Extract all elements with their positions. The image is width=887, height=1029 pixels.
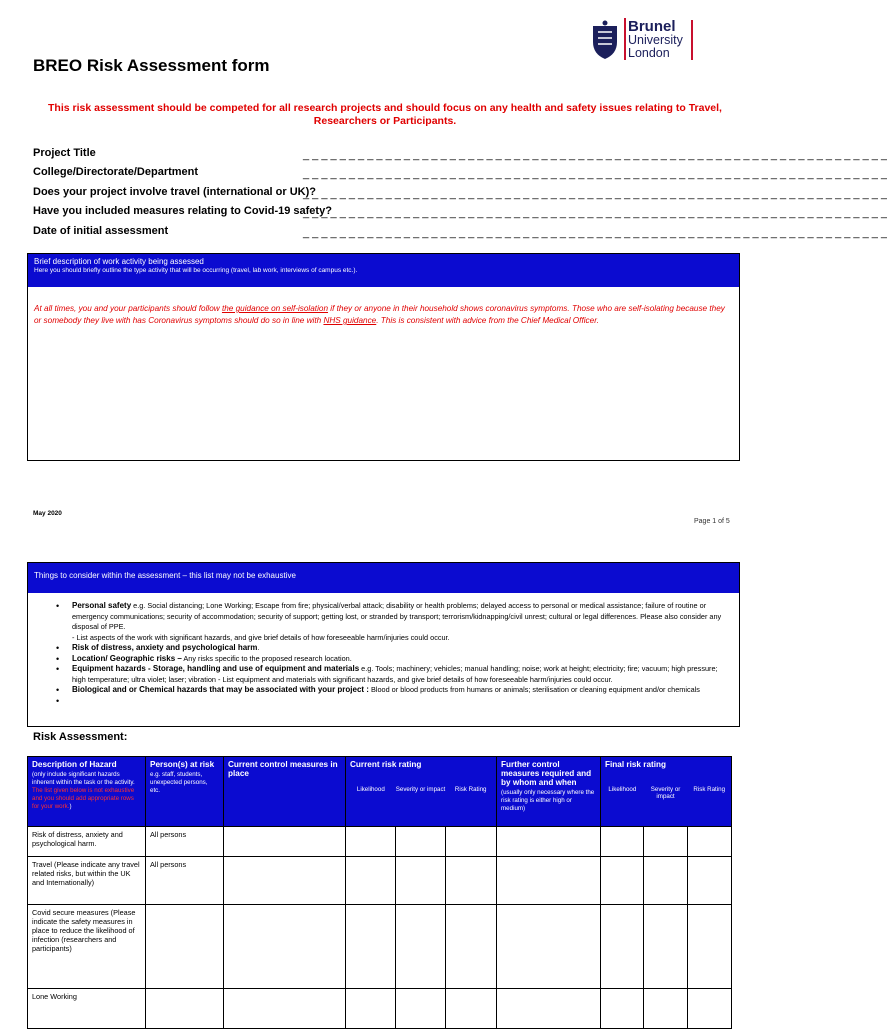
date-field[interactable]: _ _ _ _ _ _ _ _ _ _ _ _ _ _ _ _ _ _ _ _ _ _ _ _ _ _ _ _ _ _ _ _ _ _ _ _ _ _ _ _ _ _ _ _ _ _ _ _ _ _ _ _ _ _ _ _ _ _ _ _ _ _ _ _: [303, 227, 887, 239]
table-cell[interactable]: [688, 857, 732, 905]
department-field[interactable]: _ _ _ _ _ _ _ _ _ _ _ _ _ _ _ _ _ _ _ _ _ _ _ _ _ _ _ _ _ _ _ _ _ _ _ _ _ _ _ _ _ _ _ _ _ _ _ _ _ _ _ _ _ _ _ _ _ _ _ _ _ _ _ _: [303, 168, 887, 180]
table-row: [28, 989, 732, 1029]
considerations-list: [28, 593, 739, 706]
table-cell[interactable]: [396, 905, 446, 989]
table-cell[interactable]: [346, 905, 396, 989]
table-cell[interactable]: [601, 857, 644, 905]
intro-notice: This risk assessment should be competed for all research projects and should focus on any health and safety issues relating to Travel, Researchers or Participants.: [48, 102, 722, 127]
table-row: [28, 827, 732, 857]
table-cell[interactable]: [224, 827, 346, 857]
risk-rating-subheader: Risk Rating: [454, 786, 487, 793]
table-cell[interactable]: [601, 905, 644, 989]
project-title-field[interactable]: _ _ _ _ _ _ _ _ _ _ _ _ _ _ _ _ _ _ _ _ _ _ _ _ _ _ _ _ _ _ _ _ _ _ _ _ _ _ _ _ _ _ _ _ _ _ _ _ _ _ _ _ _ _ _ _ _ _ _ _ _ _ _ _: [303, 149, 887, 161]
table-cell[interactable]: [497, 857, 601, 905]
logo-line-1: Brunel: [628, 18, 676, 35]
hazard-cell[interactable]: Covid secure measures (Please indicate the safety measures in place to reduce the likelihood of infection (researchers and participants): [28, 905, 146, 989]
logo-divider: [624, 18, 626, 60]
table-cell[interactable]: [688, 989, 732, 1029]
list-item: • Personal safety e.g. Social distancing; Lone Working; Escape from fire; physical/verbal attack; disability or health problems; delayed access to personal or medical assistance; failure of routine or emergency communications; security of accommodation; security of support; getting lost, or stranded by transport; terrorism/kidnapping/civil unrest; cultural or legal differences. Please also consider any disposal of PPE. - List aspects of the work with significant hazards, and give brief details of how foreseeable harm/injuries could occur.: [56, 601, 722, 642]
brief-description-box: [27, 253, 740, 461]
considerations-header: Things to consider within the assessment – this list may not be exhaustive: [28, 563, 739, 593]
table-cell[interactable]: [644, 857, 688, 905]
table-cell[interactable]: [497, 989, 601, 1029]
list-item-empty[interactable]: •: [56, 695, 60, 706]
table-row: [28, 857, 732, 905]
table-cell[interactable]: [688, 905, 732, 989]
persons-cell[interactable]: [146, 989, 224, 1029]
crest-icon: [590, 20, 620, 60]
list-item: • Biological and or Chemical hazards that may be associated with your project : Blood or blood products from humans or animals; sterilisation or cleaning equipment and/or chemicals: [56, 685, 700, 695]
date-label: Date of initial assessment: [33, 225, 169, 237]
final-rating-header: Final risk rating Likelihood Severity or impact Risk Rating: [601, 757, 732, 827]
table-cell[interactable]: [396, 827, 446, 857]
severity-subheader: Severity or impact: [395, 786, 446, 793]
logo-line-3: London: [628, 45, 670, 60]
covid-field[interactable]: _ _ _ _ _ _ _ _ _ _ _ _ _ _ _ _ _ _ _ _ _ _ _ _ _ _ _ _ _ _ _ _ _ _ _ _ _ _ _ _ _ _ _ _ _ _ _ _ _ _ _ _ _ _ _ _ _ _ _ _ _ _ _ _: [303, 207, 887, 219]
persons-header: Person(s) at risk e.g. staff, students, unexpected persons, etc.: [146, 757, 224, 827]
hazard-cell[interactable]: Risk of distress, anxiety and psychological harm.: [28, 827, 146, 857]
current-rating-header: Current risk rating Likelihood Severity or impact Risk Rating: [346, 757, 497, 827]
persons-cell[interactable]: [146, 905, 224, 989]
further-measures-header: Further control measures required and by whom and when (usually only necessary where the risk rating is either high or medium): [497, 757, 601, 827]
travel-field[interactable]: _ _ _ _ _ _ _ _ _ _ _ _ _ _ _ _ _ _ _ _ _ _ _ _ _ _ _ _ _ _ _ _ _ _ _ _ _ _ _ _ _ _ _ _ _ _ _ _ _ _ _ _ _ _ _ _ _ _ _ _ _ _ _ _: [303, 188, 887, 200]
brief-heading: Brief description of work activity being assessed: [34, 257, 204, 266]
table-cell[interactable]: [346, 827, 396, 857]
table-cell[interactable]: [644, 905, 688, 989]
likelihood-subheader: Likelihood: [356, 786, 385, 793]
list-item: • Equipment hazards - Storage, handling and use of equipment and materials e.g. Tools; machinery; vehicles; manual handling; noise; work at height; electricity; fire; vacuum; high pressure; high temperature; ultra violet; laser; vibration - List equipment and materials with significant hazards, and give brief details of how foreseeable harm/injuries could occur.: [56, 664, 718, 684]
project-title-label: Project Title: [33, 147, 96, 159]
brief-subheading: Here you should briefly outline the type activity that will be occurring (travel, lab work, interviews of campus etc.).: [34, 267, 358, 274]
current-measures-header: Current control measures in place: [224, 757, 346, 827]
persons-cell[interactable]: All persons: [146, 827, 224, 857]
table-cell[interactable]: [644, 827, 688, 857]
table-cell[interactable]: [346, 857, 396, 905]
table-cell[interactable]: [688, 827, 732, 857]
table-cell[interactable]: [224, 989, 346, 1029]
guidance-text-2: if they or anyone in their household shows coronavirus symptoms. Those who are self-isolating because they or somebody they live with has Coronavirus symptoms should do so in line with: [34, 304, 725, 325]
persons-cell[interactable]: All persons: [146, 857, 224, 905]
table-cell[interactable]: [601, 989, 644, 1029]
final-likelihood-subheader: Likelihood: [608, 786, 637, 793]
self-isolation-link[interactable]: the guidance on self-isolation: [221, 304, 329, 313]
table-cell[interactable]: [396, 857, 446, 905]
table-cell[interactable]: [446, 905, 497, 989]
table-cell[interactable]: [497, 827, 601, 857]
covid-label: Have you included measures relating to Covid-19 safety?: [33, 205, 332, 217]
final-risk-subheader: Risk Rating: [693, 786, 726, 793]
hazard-header: Description of Hazard (only include significant hazards inherent within the task or the activity. The list given below is not exhaustive and you should add appropriate rows for your work.): [28, 757, 146, 827]
risk-assessment-table: [27, 756, 732, 1029]
hazard-cell[interactable]: Travel (Please indicate any travel related risks, but within the UK and Internationally): [28, 857, 146, 905]
brunel-logo: [590, 18, 700, 62]
travel-label: Does your project involve travel (international or UK)?: [33, 186, 316, 198]
brief-description-body[interactable]: [28, 287, 739, 343]
table-cell[interactable]: [224, 905, 346, 989]
table-cell[interactable]: [446, 857, 497, 905]
guidance-text-3: . This is consistent with advice from the Chief Medical Officer.: [376, 316, 599, 325]
department-label: College/Directorate/Department: [33, 166, 199, 178]
list-item: • Risk of distress, anxiety and psychological harm.: [56, 643, 260, 653]
table-cell[interactable]: [346, 989, 396, 1029]
page-title: BREO Risk Assessment form: [33, 56, 270, 75]
list-item: • Location/ Geographic risks – Any risks specific to the proposed research location.: [56, 653, 352, 664]
logo-accent-bar: [691, 20, 693, 60]
table-cell[interactable]: [497, 905, 601, 989]
table-cell[interactable]: [446, 989, 497, 1029]
final-severity-subheader: Severity or impact: [650, 786, 681, 800]
table-cell[interactable]: [446, 827, 497, 857]
table-cell[interactable]: [224, 857, 346, 905]
nhs-guidance-link[interactable]: NHS guidance: [323, 316, 377, 325]
risk-assessment-label: Risk Assessment:: [33, 731, 128, 743]
hazard-cell[interactable]: Lone Working: [28, 989, 146, 1029]
logo-line-2: University: [628, 33, 683, 47]
considerations-box: [27, 562, 740, 727]
table-cell[interactable]: [644, 989, 688, 1029]
footer-date: May 2020: [33, 510, 62, 517]
guidance-text-1: At all times, you and your participants should follow: [34, 304, 222, 313]
brief-description-header: [28, 254, 739, 287]
page-number: Page 1 of 5: [694, 518, 730, 525]
table-row: [28, 905, 732, 989]
table-cell[interactable]: [396, 989, 446, 1029]
table-cell[interactable]: [601, 827, 644, 857]
